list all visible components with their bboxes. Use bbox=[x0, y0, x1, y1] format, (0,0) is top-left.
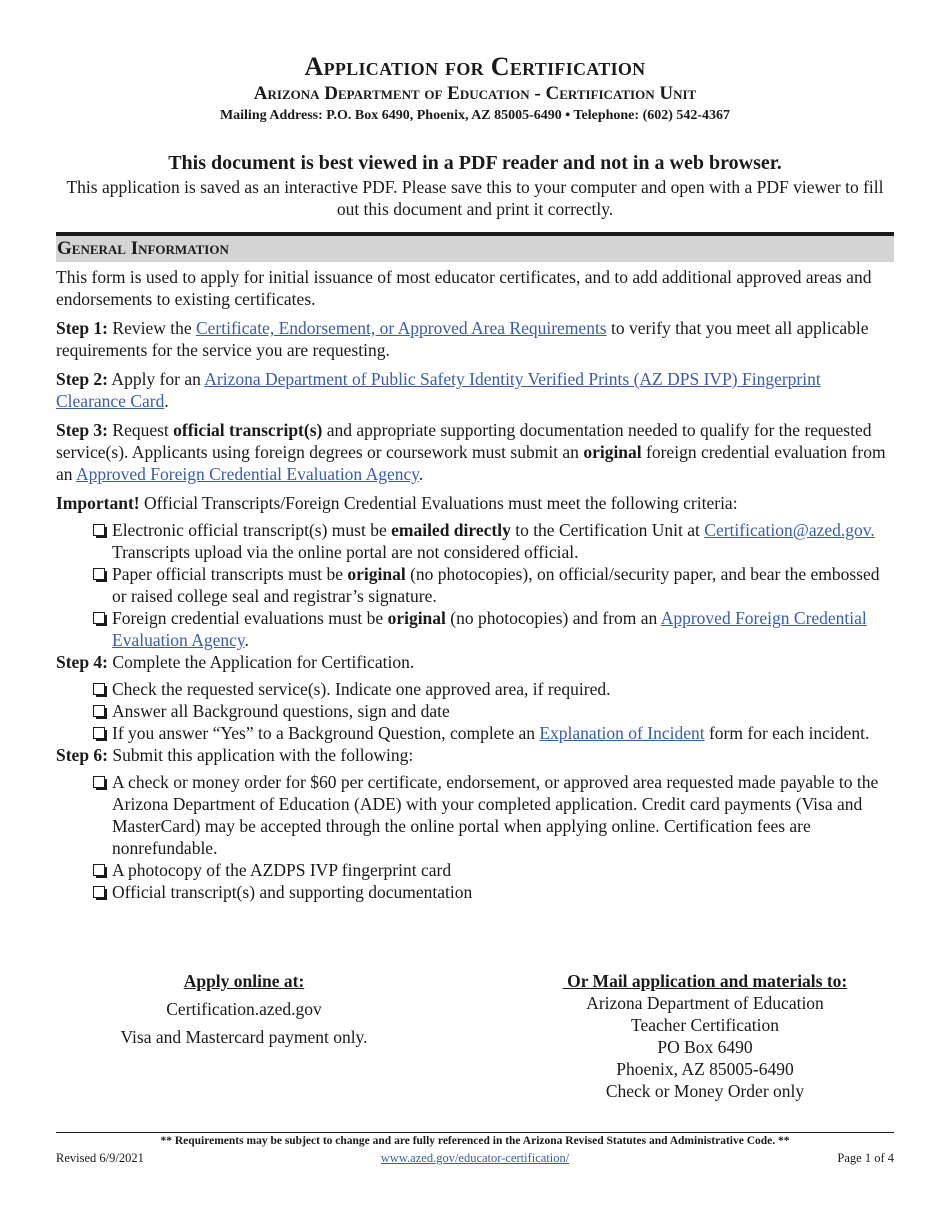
certification-email-link[interactable]: Certification@azed.gov. bbox=[704, 520, 875, 540]
mail-heading: Or Mail application and materials to: bbox=[562, 971, 848, 991]
item-text: . bbox=[244, 630, 249, 650]
mail-column bbox=[506, 970, 904, 1102]
item-text: A check or money order for $60 per certificate, endorsement, or approved area requested made payable to the Arizona Department of Education (ADE) with your completed application. Credit card payments (Visa and MasterCard) may be accepted through the online portal when applying online. Certification fees are nonrefundable. bbox=[112, 772, 879, 858]
step-4-label: Step 4: bbox=[56, 652, 109, 672]
footer-row bbox=[56, 1150, 894, 1166]
item-text: Transcripts upload via the online portal are not considered official. bbox=[112, 542, 579, 562]
step-3-text-2: and appropriate supporting documentation needed to qualify for the requested service(s). Applicants using foreign degrees or coursework must submit an bbox=[56, 420, 872, 462]
checkbox-icon bbox=[93, 568, 105, 580]
step-3-text-3: foreign credential evaluation from an bbox=[56, 442, 886, 484]
list-item bbox=[92, 563, 894, 607]
foreign-agency-link[interactable]: Approved Foreign Credential Evaluation Agency bbox=[75, 464, 419, 484]
item-text: Foreign credential evaluations must be bbox=[112, 608, 388, 628]
list-item bbox=[92, 678, 894, 700]
step-2 bbox=[56, 368, 894, 412]
step-3-post: . bbox=[418, 464, 424, 484]
footer-divider bbox=[56, 1132, 894, 1133]
step-3 bbox=[56, 419, 894, 485]
step-2-post: . bbox=[164, 391, 169, 411]
checkbox-icon bbox=[93, 886, 105, 898]
step-1-label: Step 1: bbox=[56, 318, 109, 338]
checkbox-icon bbox=[93, 864, 105, 876]
item-text: Official transcript(s) and supporting documentation bbox=[112, 882, 473, 902]
pdf-notice-text: This application is saved as an interactive PDF. Please save this to your computer and open with a PDF viewer to fill out this document and print it correctly. bbox=[66, 177, 884, 219]
step-2-pre: Apply for an bbox=[108, 369, 205, 389]
footer-url-link[interactable]: www.azed.gov/educator-certification/ bbox=[380, 1151, 570, 1165]
apply-online-column bbox=[56, 970, 432, 1048]
item-text: Answer all Background questions, sign and date bbox=[112, 701, 450, 721]
item-text: Check the requested service(s). Indicate one approved area, if required. bbox=[112, 679, 611, 699]
list-item bbox=[92, 881, 894, 903]
checkbox-icon bbox=[93, 727, 105, 739]
list-item bbox=[92, 771, 894, 859]
checkbox-icon bbox=[93, 705, 105, 717]
online-site: Certification.azed.gov bbox=[166, 999, 322, 1019]
item-text: to the Certification Unit at bbox=[510, 520, 705, 540]
mail-line-2: Teacher Certification bbox=[631, 1015, 779, 1035]
step-1 bbox=[56, 317, 894, 361]
online-payment-note: Visa and Mastercard payment only. bbox=[120, 1027, 368, 1047]
important-text: Official Transcripts/Foreign Credential Evaluations must meet the following criteria: bbox=[139, 493, 738, 513]
document-subtitle: Arizona Department of Education - Certification Unit bbox=[253, 83, 697, 104]
item-text: (no photocopies) and from an bbox=[445, 608, 661, 628]
step-1-pre: Review the bbox=[108, 318, 196, 338]
requirements-link[interactable]: Certificate, Endorsement, or Approved Area Requirements bbox=[195, 318, 607, 338]
mailing-address: Mailing Address: P.O. Box 6490, Phoenix, AZ 85005-6490 • Telephone: (602) 542-4367 bbox=[219, 108, 731, 123]
item-text: Paper official transcripts must be bbox=[112, 564, 348, 584]
step-3-bold-2: original bbox=[583, 442, 642, 462]
step-3-bold-1: official transcript(s) bbox=[173, 420, 323, 440]
list-item bbox=[92, 700, 894, 722]
step-3-text-1: Request bbox=[108, 420, 174, 440]
item-bold: original bbox=[347, 564, 406, 584]
step-6-label: Step 6: bbox=[56, 745, 109, 765]
item-text: If you answer “Yes” to a Background Question, complete an bbox=[112, 723, 540, 743]
footer-note: ** Requirements may be subject to change and are fully referenced in the Arizona Revised Statutes and Administrative Code. ** bbox=[160, 1135, 790, 1147]
revised-date: Revised 6/9/2021 bbox=[56, 1151, 144, 1165]
list-item bbox=[92, 607, 894, 651]
step-6 bbox=[56, 744, 894, 766]
step-6-list bbox=[56, 771, 894, 903]
fingerprint-card-link[interactable]: Arizona Department of Public Safety Identity Verified Prints (AZ DPS IVP) Fingerprint Clearance Card bbox=[56, 369, 821, 411]
important-label: Important! bbox=[56, 493, 140, 513]
item-text: (no photocopies), on official/security paper, and bear the embossed or raised college seal and registrar’s signature. bbox=[112, 564, 880, 606]
document-title: Application for Certification bbox=[304, 52, 646, 81]
apply-online-heading: Apply online at: bbox=[183, 971, 305, 991]
list-item bbox=[92, 722, 894, 744]
mail-line-5: Check or Money Order only bbox=[605, 1081, 805, 1101]
page-number: Page 1 of 4 bbox=[837, 1151, 894, 1165]
intro-paragraph: This form is used to apply for initial issuance of most educator certificates, and to add additional approved areas and endorsements to existing certificates. bbox=[56, 267, 872, 309]
step-6-text: Submit this application with the following: bbox=[108, 745, 414, 765]
list-item bbox=[92, 519, 894, 563]
step-2-label: Step 2: bbox=[56, 369, 109, 389]
step-4-text: Complete the Application for Certification. bbox=[108, 652, 415, 672]
footer-url-wrap bbox=[56, 1150, 894, 1166]
item-text: A photocopy of the AZDPS IVP fingerprint card bbox=[112, 860, 452, 880]
item-text: Electronic official transcript(s) must be bbox=[112, 520, 392, 540]
item-bold: original bbox=[387, 608, 446, 628]
list-item bbox=[92, 859, 894, 881]
step-4-list bbox=[56, 678, 894, 744]
mail-line-3: PO Box 6490 bbox=[657, 1037, 753, 1057]
mail-line-4: Phoenix, AZ 85005-6490 bbox=[616, 1059, 794, 1079]
contact-section bbox=[56, 970, 894, 1110]
important-note bbox=[56, 492, 894, 514]
explanation-of-incident-link[interactable]: Explanation of Incident bbox=[539, 723, 705, 743]
step-4 bbox=[56, 651, 894, 673]
item-bold: emailed directly bbox=[391, 520, 511, 540]
item-text: form for each incident. bbox=[704, 723, 870, 743]
general-information-heading: General Information bbox=[56, 232, 894, 262]
transcript-criteria-list bbox=[56, 519, 894, 651]
checkbox-icon bbox=[93, 524, 105, 536]
pdf-notice-heading: This document is best viewed in a PDF reader and not in a web browser. bbox=[168, 152, 782, 174]
step-3-label: Step 3: bbox=[56, 420, 109, 440]
checkbox-icon bbox=[93, 776, 105, 788]
foreign-agency-link-2[interactable]: Approved Foreign Credential Evaluation Agency bbox=[112, 608, 867, 650]
checkbox-icon bbox=[93, 683, 105, 695]
mail-line-1: Arizona Department of Education bbox=[586, 993, 824, 1013]
checkbox-icon bbox=[93, 612, 105, 624]
document-page bbox=[56, 0, 894, 1165]
step-1-post: to verify that you meet all applicable requirements for the service you are requesting. bbox=[56, 318, 869, 360]
